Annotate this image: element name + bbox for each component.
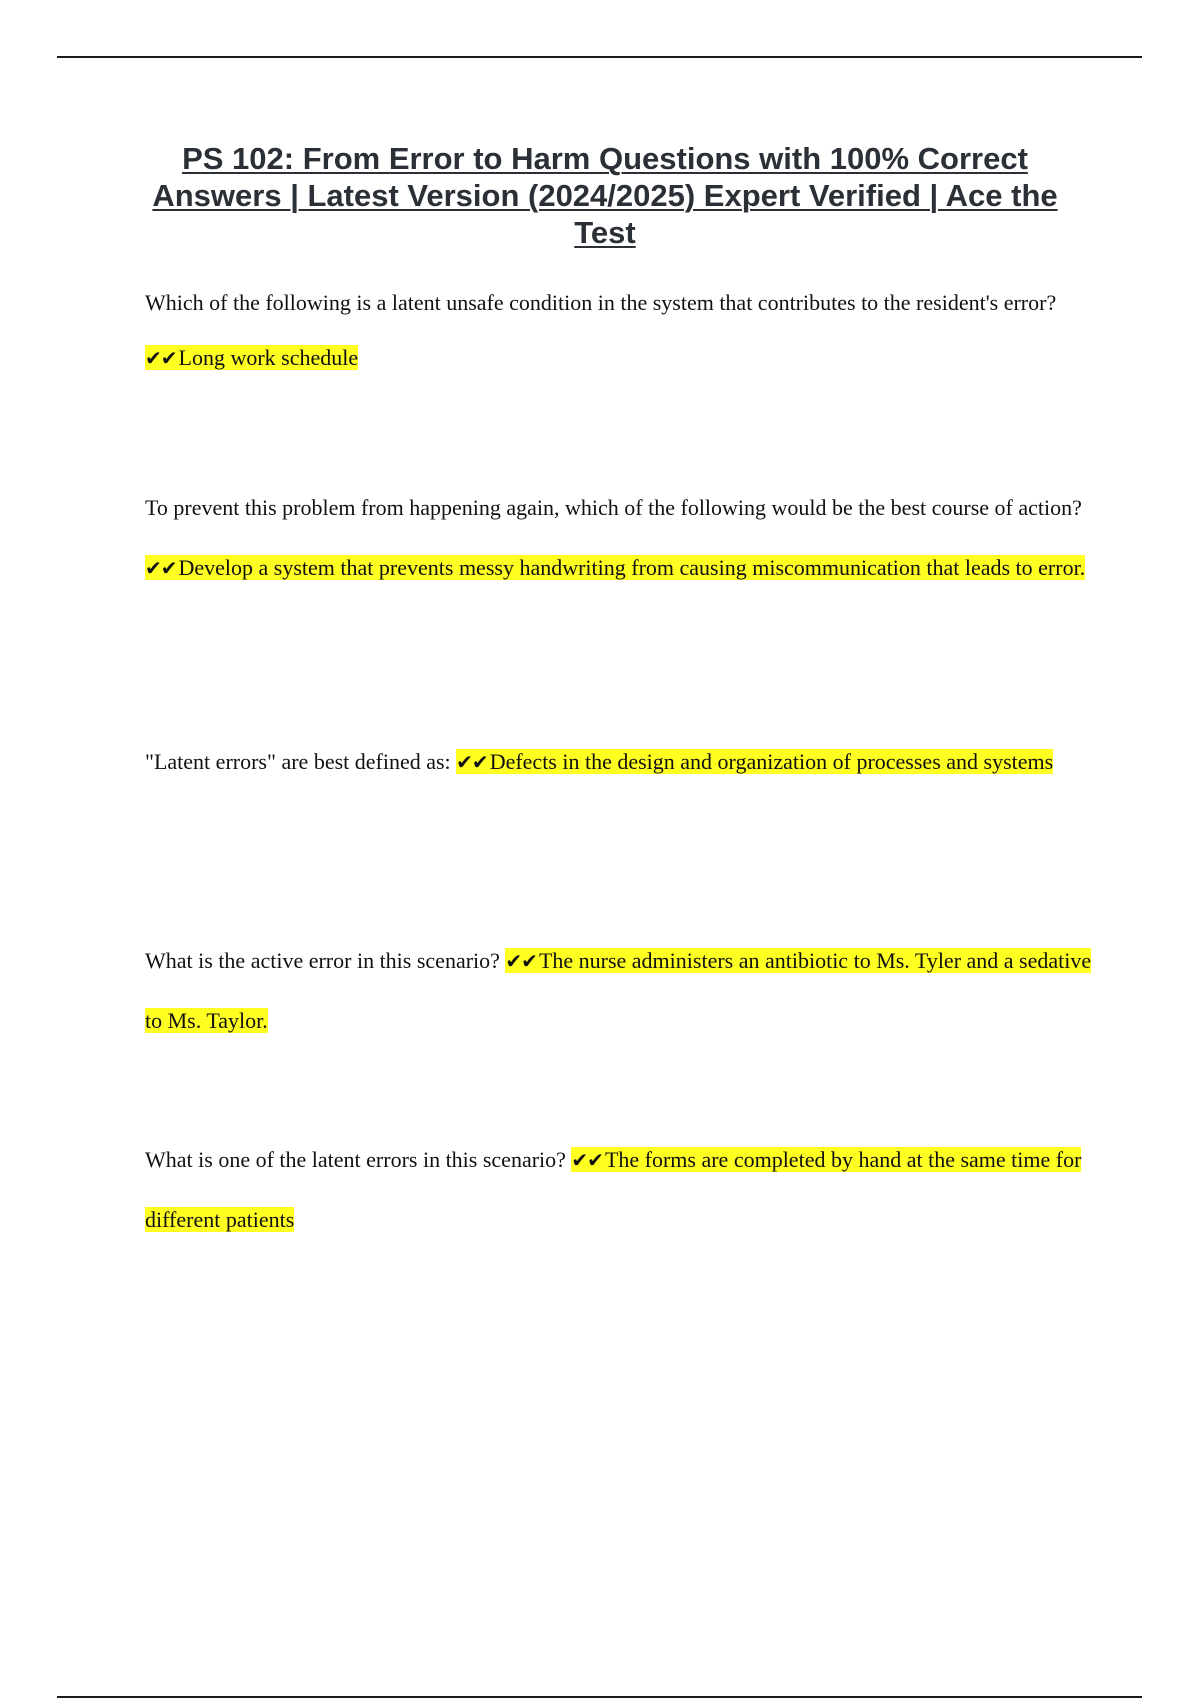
check-mark-icon: ✔✔ [505,949,537,973]
answer-highlight [145,555,1085,580]
check-mark-icon: ✔✔ [145,346,177,370]
answer-text: Develop a system that prevents messy handwriting from causing miscommunication that leads to error. [178,555,1086,580]
answer-text: Long work schedule [178,345,359,370]
question-text: What is the active error in this scenario? [145,948,500,973]
answer-text: The forms are completed by hand at the same time for different patients [145,1147,1082,1232]
footer-rule [57,1696,1142,1698]
check-mark-icon: ✔✔ [456,750,488,774]
qa-item-5 [145,1130,1095,1250]
qa-item-2 [145,478,1095,598]
check-mark-icon: ✔✔ [145,556,177,580]
answer-highlight [456,749,1053,774]
header-rule [57,56,1142,58]
check-mark-icon: ✔✔ [571,1148,603,1172]
question-text: To prevent this problem from happening again, which of the following would be the best course of action? [145,495,1082,520]
qa-item-3 [145,732,1095,792]
qa-item-4 [145,931,1095,1051]
question-text: "Latent errors" are best defined as: [145,749,451,774]
document-title [140,140,1070,251]
document-title-text: PS 102: From Error to Harm Questions with 100% Correct Answers | Latest Version (2024/2025) Expert Verified | Ace the Test [152,141,1058,250]
qa-item-1 [145,275,1095,386]
answer-text: The nurse administers an antibiotic to Ms. Tyler and a sedative to Ms. Taylor. [145,948,1092,1033]
answer-text: Defects in the design and organization of processes and systems [489,749,1054,774]
question-text: What is one of the latent errors in this scenario? [145,1147,566,1172]
question-text: Which of the following is a latent unsafe condition in the system that contributes to the resident's error? [145,290,1057,315]
answer-highlight [145,345,358,370]
